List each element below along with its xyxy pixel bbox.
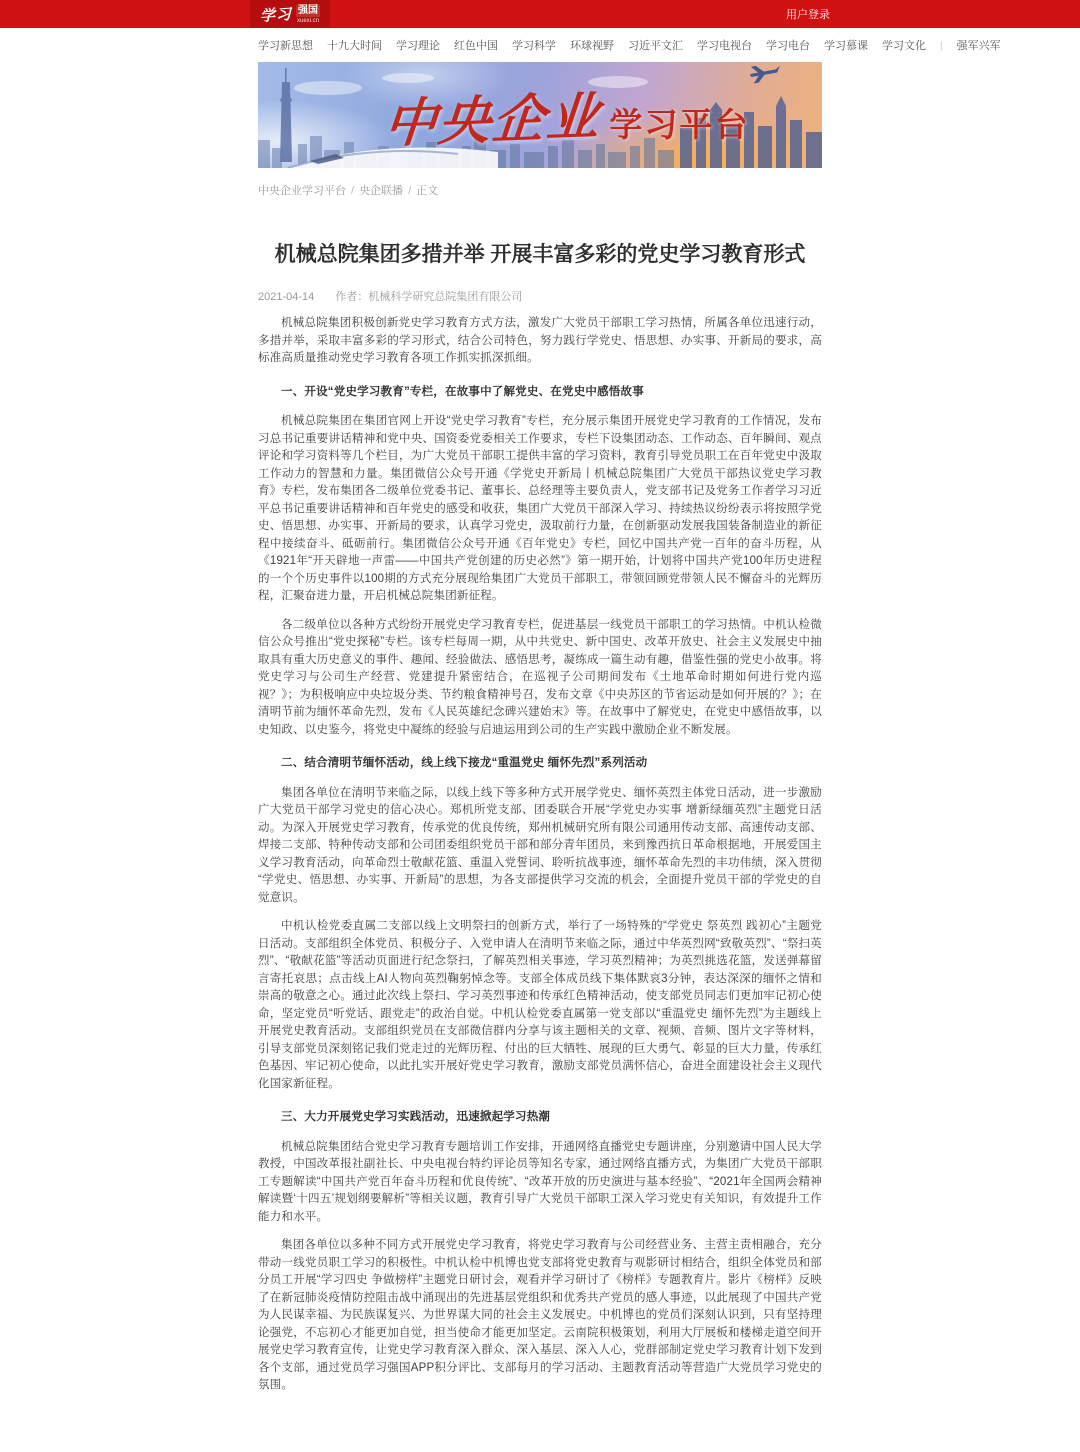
logo-url-text: xuexi.cn — [297, 17, 320, 24]
breadcrumb-item-1[interactable]: 中央企业学习平台 — [258, 185, 346, 197]
nav-item-2[interactable]: 十九大时间 — [327, 40, 382, 52]
main-navigation — [0, 28, 1080, 60]
banner-title-calligraphy: 中央企业 — [382, 87, 604, 154]
article-paragraph: 集团各单位在清明节来临之际，以线上线下等多种方式开展学党史、缅怀英烈主体党日活动，进一步激励广大党员干部学习党史的信心决心。郑机所党支部、团委联合开展“学党史办实事 增新绿缅英烈”主题党日活动。为深入开展党史学习教育，传承党的优良传统，郑州机械研究所有限公司通用传动支部、高速传动支部、焊接二支部、特种传动支部和公司团委组织党员干部和部分青年团员，来到豫西抗日革命根据地，开展爱国主义学习教育活动，向革命烈士敬献花篮、重温入党誓词、聆听抗战事迹，缅怀革命先烈的丰功伟绩，深入贯彻“学党史、悟思想、办实事、开新局”的思想，为各支部提供学习交流的机会，全面提升党员干部的学党史的自觉意识。 — [258, 786, 822, 904]
nav-divider: | — [940, 41, 943, 52]
section-heading: 二、结合清明节缅怀活动，线上线下接龙“重温党史 缅怀先烈”系列活动 — [281, 757, 648, 769]
article-paragraph: 机械总院集团在集团官网上开设“党史学习教育”专栏，充分展示集团开展党史学习教育的工作情况，发布习总书记重要讲话精神和党中央、国资委党委相关工作要求，专栏下设集团动态、工作动态、百年瞬间、观点评论和学习资料等几个栏目，为广大党员干部职工提供丰富的学习资料，教育引导党员职工在百年党史中汲取工作动力的智慧和力量。集团微信公众号开通《学党史开新局丨机械总院集团广大党员干部热议党史学习教育》专栏，发布集团各二级单位党委书记、董事长、总经理等主要负责人，党支部书记及党务工作者学习习近平总书记重要讲话精神和百年党史的感受和收获，集团广大党员干部深入学习、持续热议纷纷表示将按照学党史、悟思想、办实事、开新局的要求，认真学习党史，汲取前行力量，在创新驱动发展我国装备制造业的新征程中接续奋斗、砥砺前行。集团微信公众号开通《百年党史》专栏，回忆中国共产党一百年的奋斗历程，从《1921年“开天辟地一声雷——中国共产党创建的历史必然”》第一期开始，计划将中国共产党100年历史进程的一个个历史事件以100期的方式充分展现给集团广大党员干部职工，带领回顾党带领人民不懈奋斗的光辉历程，汇聚奋进力量，开启机械总院集团新征程。 — [258, 415, 822, 602]
article-paragraph: 机械总院集团结合党史学习教育专题培训工作安排，开通网络直播党史专题讲座，分别邀请中国人民大学教授，中国改革报社副社长、中央电视台特约评论员等知名专家，通过网络直播方式，为集团广大党员干部职工专题解读“中国共产党百年奋斗历程和优良传统”、“改革开放的历史演进与基本经验”、“2021年全国两会精神解读暨‘十四五’规划纲要解析”等相关议题，教育引导广大党员干部职工深入学习党史有关知识，有效提升工作能力和水平。 — [258, 1140, 822, 1223]
nav-item-10[interactable]: 学习慕课 — [824, 40, 868, 52]
banner-title — [258, 62, 822, 168]
article-meta — [258, 288, 822, 304]
breadcrumb-item-2[interactable]: 央企联播 — [359, 185, 404, 197]
article-paragraph: 机械总院集团积极创新党史学习教育方式方法，激发广大党员干部职工学习热情，所属各单位迅速行动，多措并举，采取丰富多彩的学习形式，结合公司特色，努力践行学党史、悟思想、办实事、开新局的要求，高标准高质量推动党史学习教育各项工作抓实抓深抓细。 — [258, 317, 822, 364]
article-author-label: 作者： — [335, 291, 369, 303]
nav-item-11[interactable]: 学习文化 — [882, 40, 926, 52]
nav-item-5[interactable]: 学习科学 — [512, 40, 556, 52]
breadcrumb-item-3: 正文 — [416, 185, 439, 197]
user-login-link[interactable]: 用户登录 — [786, 9, 830, 21]
section-heading: 三、大力开展党史学习实践活动，迅速掀起学习热潮 — [281, 1111, 551, 1123]
article-date: 2021-04-14 — [258, 291, 315, 303]
logo-block-text: 强国 — [298, 4, 319, 16]
nav-item-6[interactable]: 环球视野 — [570, 40, 614, 52]
top-header-bar — [0, 0, 1080, 28]
logo-script-text: 学习 — [259, 5, 293, 25]
article-title: 机械总院集团多措并举 开展丰富多彩的党史学习教育形式 — [274, 243, 806, 266]
breadcrumb-separator: / — [408, 185, 412, 197]
article-body — [258, 315, 822, 1395]
nav-item-9[interactable]: 学习电台 — [766, 40, 810, 52]
nav-item-extra[interactable]: 强军兴军 — [956, 40, 1001, 52]
banner-image[interactable] — [258, 62, 822, 168]
section-heading: 一、开设“党史学习教育”专栏，在故事中了解党史、在党史中感悟故事 — [281, 385, 644, 398]
site-logo[interactable] — [250, 0, 330, 28]
nav-item-4[interactable]: 红色中国 — [454, 40, 498, 52]
banner-title-text: 学习平台 — [609, 105, 750, 143]
article-paragraph: 集团各单位以多种不同方式开展党史学习教育，将党史学习教育与公司经营业务、主营主责相融合，充分带动一线党员职工学习的积极性。中机认检中机博也党支部将党史教育与观影研讨相结合，组织全体党员和部分员工开展“学习四史 争做榜样”主题党日研讨会，观看并学习研讨了《榜样》专题教育片。影片《榜样》反映了在新冠肺炎疫情防控阻击战中涌现出的先进基层党组织和优秀共产党员的感人事迹，以此展现了中国共产党为人民谋幸福、为民族谋复兴、为世界谋大同的社会主义发展史。中机博也的党员们深刻认识到，只有坚持理论强党，不忘初心才能更加自觉，担当使命才能更加坚定。云南院积极策划，利用大厅展板和楼梯走道空间开展党史学习教育宣传，让党史学习教育深入群众、深入基层、深入人心，党群部制定党史学习教育计划下发到各个支部，通过党员学习强国APP积分评比、支部每月的学习活动、主题教育活动等营造广大党员学习党史的氛围。 — [258, 1239, 822, 1391]
article-paragraph: 中机认检党委直属二支部以线上文明祭扫的创新方式，举行了一场特殊的“学党史 祭英烈 践初心”主题党日活动。支部组织全体党员、积极分子、入党申请人在清明节来临之际，通过中华英烈网“致敬英烈”、“祭扫英烈”、“敬献花篮”等活动页面进行纪念祭扫，了解英烈相关事迹，学习英烈精神；为英烈挑选花篮，发送弹幕留言寄托哀思；点击线上AI人物向英烈鞠躬悼念等。支部全体成员线下集体默哀3分钟，表达深深的缅怀之情和崇高的敬意之心。通过此次线上祭扫、学习英烈事迹和传承红色精神活动，使支部党员同志们更加牢记初心使命，坚定党员“听党话、跟党走”的政治自觉。中机认检党委直属第一党支部以“重温党史 缅怀先烈”为主题线上开展党史教育活动。支部组织党员在支部微信群内分享与该主题相关的文章、视频、音频、图片文字等材料，引导支部党员深刻铭记我们党走过的光辉历程、付出的巨大牺牲、展现的巨大勇气、彰显的巨大力量，传承红色基因、牢记初心使命，以此扎实开展好党史学习教育，激励支部党员满怀信心，奋进全面建设社会主义现代化国家新征程。 — [258, 920, 822, 1090]
nav-item-8[interactable]: 学习电视台 — [697, 40, 752, 52]
nav-item-7[interactable]: 习近平文汇 — [628, 40, 683, 52]
logo-block — [296, 5, 320, 24]
nav-item-3[interactable]: 学习理论 — [396, 40, 440, 52]
article — [258, 240, 822, 1452]
breadcrumb-separator: / — [351, 185, 355, 197]
nav-item-1[interactable]: 学习新思想 — [258, 40, 313, 52]
breadcrumb — [258, 182, 822, 198]
article-author: 机械科学研究总院集团有限公司 — [368, 291, 523, 303]
article-paragraph: 各二级单位以各种方式纷纷开展党史学习教育专栏，促进基层一线党员干部职工的学习热情。中机认检微信公众号推出“党史探秘”专栏。该专栏每周一期，从中共党史、新中国史、改革开放史、社会主义发展史中抽取具有重大历史意义的事件、趣闻、经验做法、感悟思考，凝练成一篇生动有趣，借鉴性强的党史小故事。将党史学习与公司生产经营、党建提升紧密结合，在巡视子公司期间发布《土地革命时期如何进行党内巡视？》；为积极响应中央垃圾分类、节约粮食精神号召，发布文章《中央苏区的节省运动是如何开展的？》；在清明节前为缅怀革命先烈，发布《人民英雄纪念碑兴建始末》等。在故事中了解党史，在党史中感悟故事，以史知政、以史鉴今，将党史中凝练的经验与启迪运用到公司的生产实践中激励企业不断发展。 — [258, 618, 822, 736]
